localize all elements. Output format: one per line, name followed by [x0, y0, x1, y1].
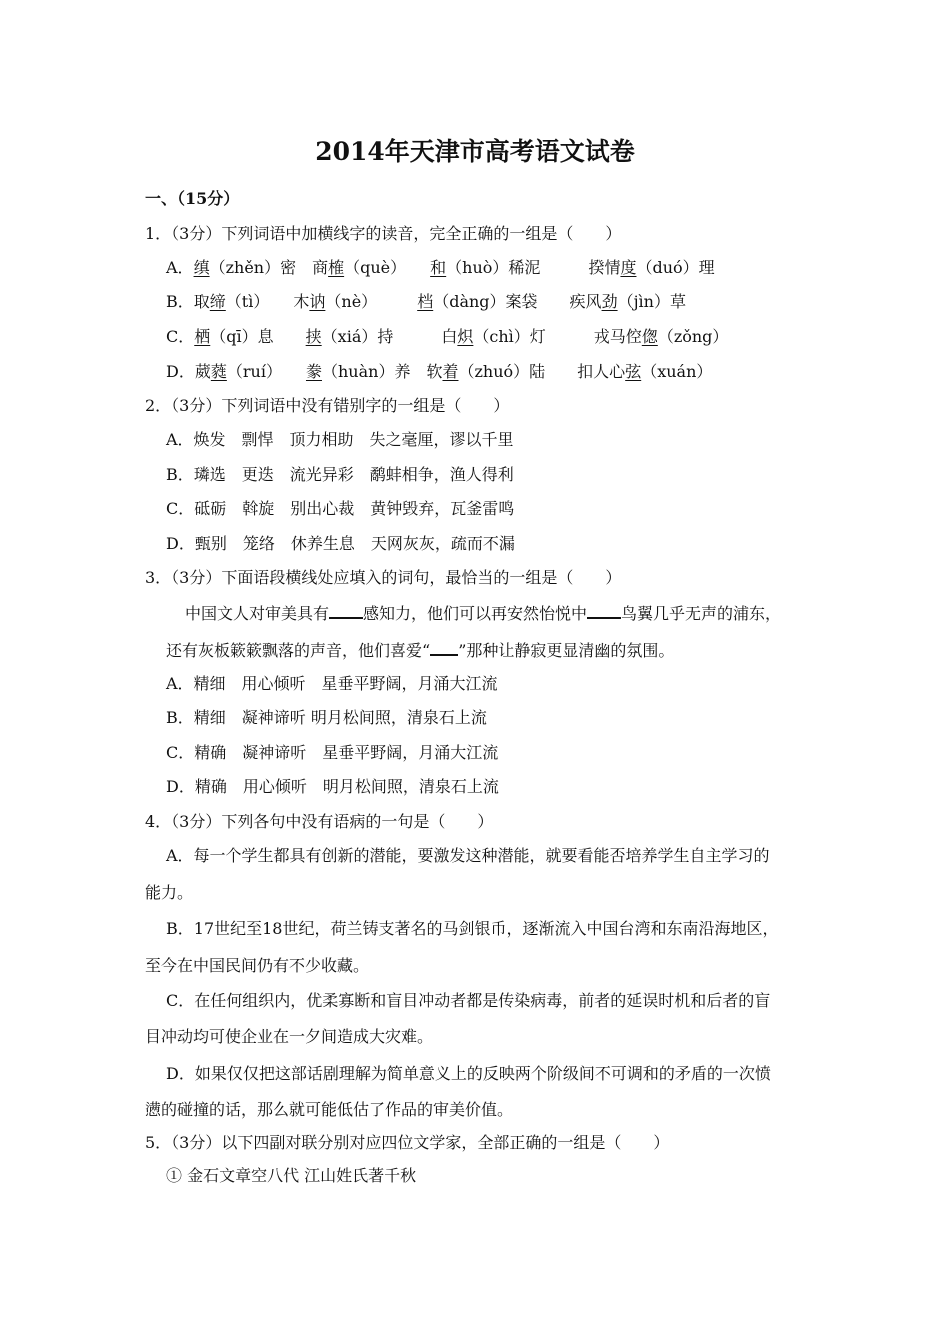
q2-option-d[interactable]: D．甄别 笼络 休养生息 天网灰灰，疏而不漏	[166, 534, 515, 553]
q2-stem: 2．（3分）下列词语中没有错别字的一组是（ ）	[145, 396, 510, 415]
q4-stem: 4．（3分）下列各句中没有语病的一句是（ ）	[145, 812, 494, 831]
q3-option-d[interactable]: D．精确 用心倾听 明月松间照，清泉石上流	[166, 777, 499, 796]
q2-option-c[interactable]: C．砥砺 斡旋 别出心裁 黄钟毁弃，瓦釜雷鸣	[166, 499, 515, 518]
q2-option-a[interactable]: A．焕发 剽悍 顶力相助 失之毫厘，谬以千里	[166, 430, 514, 449]
q3-option-c[interactable]: C．精确 凝神谛听 星垂平野阔，月涌大江流	[166, 743, 499, 762]
q3-passage-line1: 中国文人对审美具有 感知力，他们可以再安然怡悦中 鸟翼几乎无声的浦东，	[185, 604, 782, 623]
q1-option-a[interactable]: A．缜（zhěn）密 商榷（què） 和（huò）稀泥 揆情度（duó）理	[166, 258, 715, 277]
blank-2[interactable]	[587, 602, 621, 619]
blank-1[interactable]	[329, 602, 363, 619]
q4-option-c[interactable]: C．在任何组织内，优柔寡断和盲目冲动者都是传染病毒，前者的延误时机和后者的盲	[166, 991, 771, 1010]
q3-option-a[interactable]: A．精细 用心倾听 星垂平野阔，月涌大江流	[166, 674, 498, 693]
q5-stem: 5．（3分）以下四副对联分别对应四位文学家，全部正确的一组是（ ）	[145, 1133, 670, 1152]
q4-option-d[interactable]: D．如果仅仅把这部话剧理解为简单意义上的反映两个阶级间不可调和的矛盾的一次愤	[166, 1064, 771, 1083]
page-title: 2014年天津市高考语文试卷	[315, 137, 635, 166]
blank-3[interactable]	[430, 639, 458, 656]
q4-option-a[interactable]: A．每一个学生都具有创新的潜能，要激发这种潜能，就要看能否培养学生自主学习的	[166, 846, 770, 865]
q3-stem: 3．（3分）下面语段横线处应填入的词句，最恰当的一组是（ ）	[145, 568, 622, 587]
q1-stem: 1．（3分）下列词语中加横线字的读音，完全正确的一组是（ ）	[145, 224, 622, 243]
q1-option-c[interactable]: C．栖（qī）息 挟（xiá）持 白炽（chì）灯 戎马倥偬（zǒng）	[166, 327, 729, 346]
q5-item-1: ① 金石文章空八代 江山姓氏著千秋	[166, 1166, 417, 1185]
q4-option-c-cont: 目冲动均可使企业在一夕间造成大灾难。	[145, 1027, 434, 1046]
section-heading: 一、（15分）	[145, 189, 240, 208]
q4-option-b[interactable]: B．17世纪至18世纪，荷兰铸支著名的马剑银币，逐渐流入中国台湾和东南沿海地区，	[166, 919, 779, 938]
q4-option-b-cont: 至今在中国民间仍有不少收藏。	[145, 956, 370, 975]
q4-option-d-cont: 懑的碰撞的话，那么就可能低估了作品的审美价值。	[145, 1100, 514, 1119]
q4-option-a-cont: 能力。	[145, 883, 194, 902]
q2-option-b[interactable]: B．璘选 更迭 流光异彩 鹬蚌相争，渔人得利	[166, 465, 514, 484]
q3-option-b[interactable]: B．精细 凝神谛听 明月松间照，清泉石上流	[166, 708, 487, 727]
q1-option-b[interactable]: B．取缔（tì） 木讷（nè） 档（dàng）案袋 疾风劲（jìn）草	[166, 292, 686, 311]
q1-option-d[interactable]: D．葳蕤（ruí） 豢（huàn）养 软着（zhuó）陆 扣人心弦（xuán）	[166, 362, 713, 381]
q3-passage-line2: 还有灰板簌簌飘落的声音，他们喜爱“ ”那种让静寂更显清幽的氛围。	[166, 641, 675, 660]
